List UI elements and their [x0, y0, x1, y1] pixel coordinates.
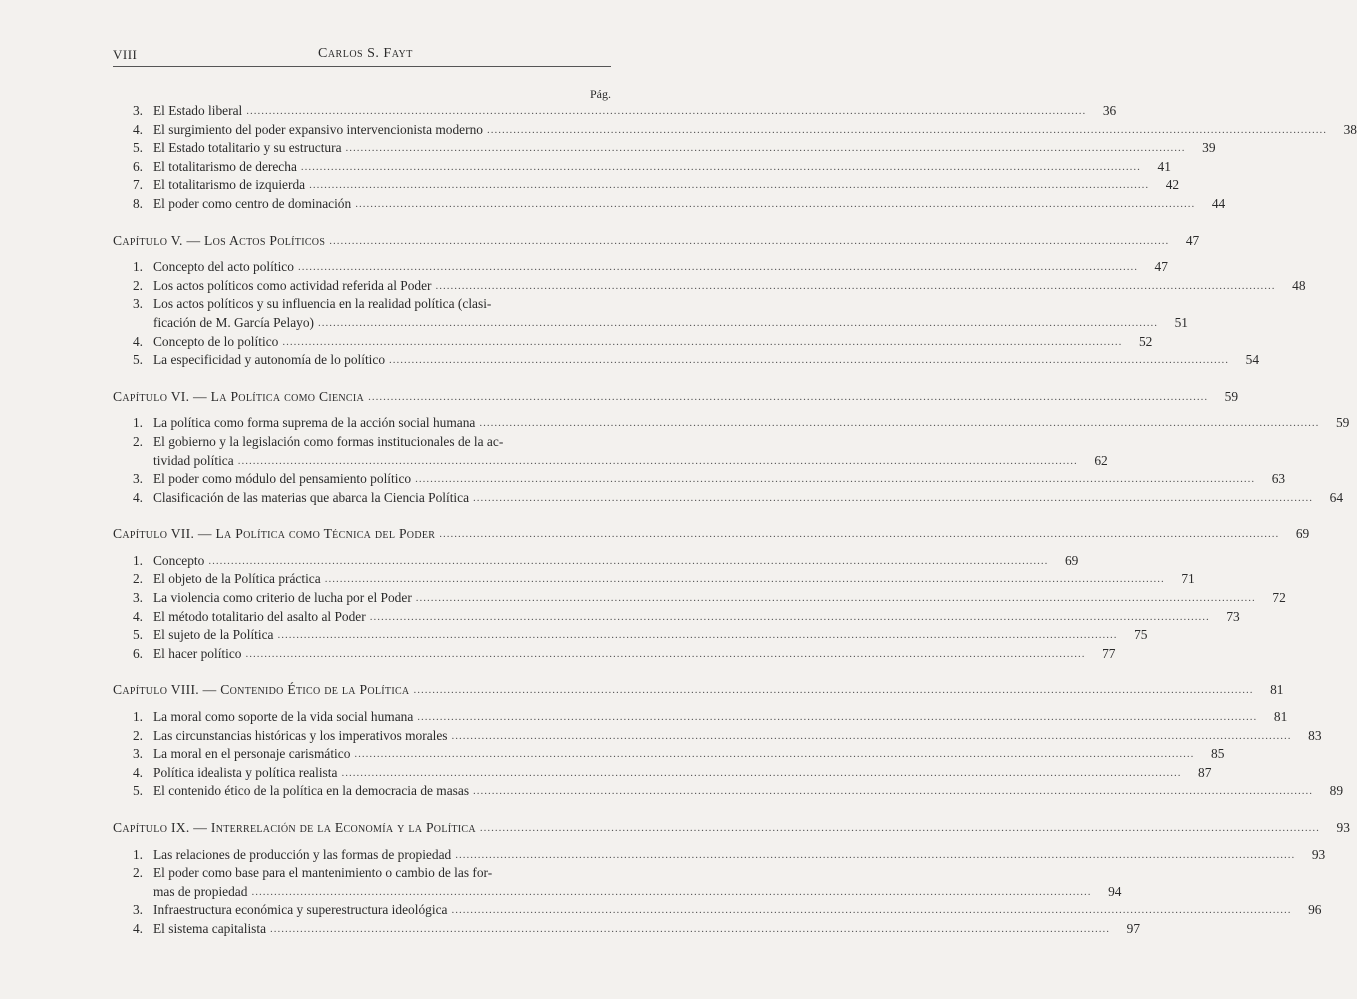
toc-entry	[113, 570, 1195, 589]
entry-number: 2.	[132, 727, 143, 743]
running-title: Carlos S. Fayt	[318, 46, 413, 61]
dot-leader	[452, 727, 1292, 746]
entry-title: Clasificación de las materias que abarca la Ciencia Política	[153, 489, 470, 505]
toc-entry	[113, 846, 1326, 865]
toc-entry	[113, 176, 1180, 195]
entry-title-line1: El poder como base para el mantenimiento o cambio de las for-	[153, 865, 493, 881]
entry-number: 2.	[132, 433, 143, 449]
page-number: 97	[1126, 920, 1141, 936]
entry-number: 2.	[132, 571, 143, 587]
page-column-label: Pág.	[590, 87, 611, 101]
dot-leader	[413, 681, 1253, 700]
toc-entry	[113, 351, 1260, 370]
dot-leader	[417, 708, 1257, 727]
entry-number: 4.	[132, 333, 143, 349]
entry-title-line1: Los actos políticos y su influencia en la realidad política (clasi-	[153, 296, 492, 312]
page-number: 47	[1154, 259, 1168, 275]
page-number: 59	[1224, 388, 1239, 404]
entry-number: 1.	[132, 846, 143, 862]
entry-title-line2: ficación de M. García Pelayo)	[153, 314, 314, 330]
toc-entry	[113, 745, 1225, 764]
entry-title: El poder como centro de dominación	[153, 195, 352, 211]
toc-entry	[113, 295, 1188, 332]
toc-chapter-heading	[113, 681, 1284, 700]
page-number: 39	[1202, 140, 1216, 156]
entry-number: 3.	[132, 902, 143, 918]
toc-entry	[113, 608, 1240, 627]
entry-number: 4.	[132, 764, 143, 780]
entry-title: El hacer político	[153, 645, 242, 661]
entry-number: 4.	[132, 489, 143, 505]
toc-entry	[113, 277, 1306, 296]
entry-title: La especificidad y autonomía de lo político	[153, 352, 386, 368]
entry-number: 5.	[132, 140, 143, 156]
dot-leader	[318, 314, 1158, 333]
page-number: 69	[1064, 552, 1079, 568]
page-folio: VIII	[113, 47, 138, 62]
page-number: 87	[1198, 764, 1212, 780]
dot-leader	[341, 764, 1181, 783]
page-header	[113, 44, 611, 67]
page-number: 48	[1292, 277, 1306, 293]
page-number: 63	[1271, 471, 1286, 487]
entry-title: La política como forma suprema de la acción social humana	[153, 415, 476, 431]
entry-title: El poder como módulo del pensamiento político	[153, 471, 412, 487]
page-number: 44	[1211, 195, 1226, 211]
dot-leader	[298, 258, 1138, 277]
dot-leader	[282, 333, 1122, 352]
entry-title: El totalitarismo de derecha	[153, 158, 297, 174]
toc-entry	[113, 414, 1350, 433]
dot-leader	[473, 782, 1313, 801]
page-number: 85	[1211, 746, 1225, 762]
entry-title: El objeto de la Política práctica	[153, 571, 321, 587]
entry-number: 6.	[132, 158, 143, 174]
entry-number: 2.	[132, 865, 143, 881]
page-number: 52	[1138, 333, 1153, 349]
dot-leader	[208, 552, 1048, 571]
dot-leader	[251, 883, 1091, 902]
entry-title: El surgimiento del poder expansivo intervencionista moderno	[153, 121, 483, 137]
toc-entry	[113, 782, 1344, 801]
page-number: 73	[1226, 608, 1240, 624]
page-number: 47	[1185, 232, 1200, 248]
chapter-title: Capítulo V. — Los Actos Políticos	[113, 232, 326, 248]
dot-leader	[346, 139, 1186, 158]
toc-entry	[113, 489, 1344, 508]
toc-entry	[113, 139, 1216, 158]
entry-title: Las circunstancias históricas y los imperativos morales	[153, 727, 448, 743]
page-number: 94	[1108, 883, 1122, 899]
chapter-title: Capítulo VIII. — Contenido Ético de la Política	[113, 682, 410, 698]
dot-leader	[301, 158, 1141, 177]
entry-title: Política idealista y política realista	[153, 764, 338, 780]
page-number: 59	[1335, 415, 1350, 431]
entry-title: El Estado totalitario y su estructura	[153, 140, 342, 156]
table-of-contents	[113, 102, 1357, 939]
dot-leader	[451, 901, 1291, 920]
entry-title: Infraestructura económica y superestructura ideológica	[153, 902, 448, 918]
toc-entry	[113, 764, 1212, 783]
toc-entry	[113, 901, 1322, 920]
page-number: 71	[1181, 571, 1195, 587]
dot-leader	[270, 920, 1110, 939]
entry-number: 3.	[132, 296, 143, 312]
toc-chapter-heading	[113, 819, 1350, 838]
dot-leader	[455, 846, 1295, 865]
entry-title: El sujeto de la Política	[153, 627, 274, 643]
entry-title: El Estado liberal	[153, 103, 243, 118]
toc-chapter-heading	[113, 232, 1200, 251]
page-number: 69	[1295, 526, 1310, 542]
entry-number: 8.	[132, 195, 143, 211]
toc-entry	[113, 258, 1168, 277]
entry-number: 6.	[132, 645, 143, 661]
page-number: 42	[1165, 177, 1180, 193]
dot-leader	[487, 121, 1327, 140]
entry-number: 4.	[132, 121, 143, 137]
toc-entry	[113, 589, 1286, 608]
dot-leader	[370, 608, 1210, 627]
page-number: 89	[1329, 783, 1344, 799]
entry-number: 1.	[132, 709, 143, 725]
page-number: 96	[1308, 902, 1322, 918]
entry-title: El contenido ético de la política en la democracia de masas	[153, 783, 470, 799]
entry-title: La violencia como criterio de lucha por el Poder	[153, 590, 412, 606]
entry-number: 1.	[132, 552, 143, 568]
dot-leader	[325, 570, 1165, 589]
toc-chapter-heading	[113, 525, 1310, 544]
toc-entry	[113, 645, 1116, 664]
dot-leader	[436, 277, 1276, 296]
dot-leader	[479, 414, 1319, 433]
toc-chapter-heading	[113, 388, 1239, 407]
toc-entry	[113, 470, 1286, 489]
dot-leader	[480, 819, 1320, 838]
dot-leader	[355, 195, 1195, 214]
toc-entry	[113, 727, 1322, 746]
page-number: 83	[1308, 727, 1322, 743]
chapter-title: Capítulo VI. — La Política como Ciencia	[113, 388, 365, 404]
toc-entry	[113, 102, 1117, 121]
toc-entry	[113, 158, 1171, 177]
toc-entry	[113, 433, 1108, 470]
page-number: 51	[1174, 314, 1188, 330]
entry-number: 5.	[132, 352, 143, 368]
entry-title: Las relaciones de producción y las formas de propiedad	[153, 846, 452, 862]
page-number: 62	[1094, 452, 1108, 468]
toc-entry	[113, 626, 1148, 645]
page-number: 36	[1102, 103, 1117, 118]
entry-title: La moral como soporte de la vida social humana	[153, 709, 414, 725]
dot-leader	[238, 452, 1078, 471]
entry-number: 4.	[132, 608, 143, 624]
entry-title: Concepto	[153, 552, 205, 568]
entry-number: 2.	[132, 277, 143, 293]
dot-leader	[368, 388, 1208, 407]
entry-title: Los actos políticos como actividad referida al Poder	[153, 277, 432, 293]
entry-number: 5.	[132, 783, 143, 799]
entry-title: El totalitarismo de izquierda	[153, 177, 306, 193]
entry-number: 7.	[132, 177, 143, 193]
entry-title: El método totalitario del asalto al Poder	[153, 608, 366, 624]
entry-number: 3.	[132, 746, 143, 762]
entry-number: 1.	[132, 415, 143, 431]
entry-title-line2: tividad política	[153, 452, 234, 468]
toc-entry	[113, 920, 1141, 939]
dot-leader	[415, 470, 1255, 489]
entry-title: La moral en el personaje carismático	[153, 746, 351, 762]
dot-leader	[354, 745, 1194, 764]
entry-title: Concepto del acto político	[153, 259, 294, 275]
page-number: 72	[1272, 590, 1286, 606]
page-number: 38	[1343, 121, 1357, 137]
page-number: 64	[1329, 489, 1344, 505]
toc-entry	[113, 333, 1153, 352]
page-number: 81	[1273, 709, 1288, 725]
chapter-title: Capítulo IX. — Interrelación de la Economía y la Política	[113, 820, 476, 835]
page-number: 41	[1157, 158, 1171, 174]
entry-title: Concepto de lo político	[153, 333, 279, 349]
entry-number: 1.	[132, 259, 143, 275]
dot-leader	[329, 232, 1169, 251]
entry-title: El sistema capitalista	[153, 920, 267, 936]
toc-entry	[113, 708, 1288, 727]
dot-leader	[309, 176, 1149, 195]
toc-entry	[113, 864, 1122, 901]
entry-number: 3.	[132, 590, 143, 606]
page-number: 77	[1102, 645, 1116, 661]
dot-leader	[389, 351, 1229, 370]
toc-entry	[113, 121, 1357, 140]
entry-number: 3.	[132, 103, 143, 118]
dot-leader	[246, 102, 1086, 121]
dot-leader	[416, 589, 1256, 608]
entry-number: 4.	[132, 920, 143, 936]
dot-leader	[439, 525, 1279, 544]
toc-entry	[113, 552, 1079, 571]
page-number: 93	[1336, 820, 1350, 835]
entry-title-line2: mas de propiedad	[153, 883, 248, 899]
dot-leader	[278, 626, 1118, 645]
entry-number: 3.	[132, 471, 143, 487]
page-number: 75	[1134, 627, 1148, 643]
entry-title-line1: El gobierno y la legislación como formas institucionales de la ac-	[153, 433, 504, 449]
page-number: 93	[1311, 846, 1326, 862]
dot-leader	[473, 489, 1313, 508]
page-number: 54	[1245, 352, 1260, 368]
entry-number: 5.	[132, 627, 143, 643]
chapter-title: Capítulo VII. — La Política como Técnica del Poder	[113, 526, 436, 542]
page-number: 81	[1270, 682, 1284, 698]
toc-entry	[113, 195, 1226, 214]
dot-leader	[246, 645, 1086, 664]
